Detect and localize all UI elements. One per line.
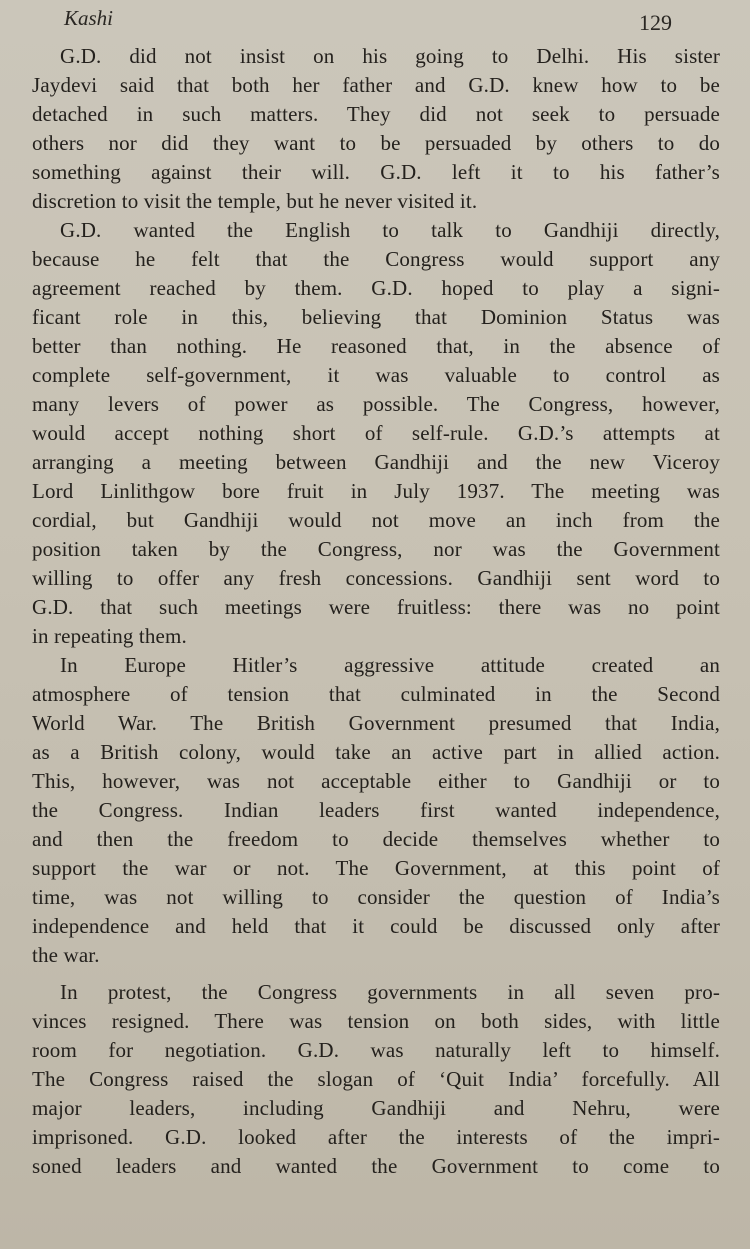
- text-line: major leaders, including Gandhiji and Nehru, were: [32, 1096, 720, 1120]
- text-line: would accept nothing short of self-rule. G.D.’s attempts at: [32, 421, 720, 445]
- text-line: Jaydevi said that both her father and G.D. knew how to be: [32, 73, 720, 97]
- text-line: discretion to visit the temple, but he never visited it.: [32, 189, 478, 213]
- paragraph-4: [32, 978, 720, 1181]
- paragraph-1: [32, 42, 720, 216]
- text-line: soned leaders and wanted the Government to come to: [32, 1154, 720, 1178]
- running-title: Kashi: [64, 6, 114, 30]
- body-text: [32, 42, 720, 1181]
- text-line: G.D. wanted the English to talk to Gandhiji directly,: [60, 218, 720, 242]
- text-line: many levers of power as possible. The Congress, however,: [32, 392, 720, 416]
- text-line: vinces resigned. There was tension on both sides, with little: [32, 1009, 720, 1033]
- text-line: time, was not willing to consider the question of India’s: [32, 885, 720, 909]
- text-line: position taken by the Congress, nor was the Government: [32, 537, 720, 561]
- text-line: atmosphere of tension that culminated in the Second: [32, 682, 720, 706]
- text-line: support the war or not. The Government, at this point of: [32, 856, 720, 880]
- text-line: complete self-government, it was valuable to control as: [32, 363, 720, 387]
- text-line: In protest, the Congress governments in all seven pro-: [60, 980, 720, 1004]
- text-line: ficant role in this, believing that Dominion Status was: [32, 305, 720, 329]
- paragraph-2: [32, 216, 720, 651]
- text-line: the war.: [32, 943, 100, 967]
- text-line: The Congress raised the slogan of ‘Quit India’ forcefully. All: [32, 1067, 720, 1091]
- text-line: agreement reached by them. G.D. hoped to play a signi-: [32, 276, 720, 300]
- text-line: something against their will. G.D. left it to his father’s: [32, 160, 720, 184]
- text-line: better than nothing. He reasoned that, in the absence of: [32, 334, 720, 358]
- text-line: Lord Linlithgow bore fruit in July 1937. The meeting was: [32, 479, 720, 503]
- text-line: as a British colony, would take an active part in allied action.: [32, 740, 720, 764]
- text-line: room for negotiation. G.D. was naturally left to himself.: [32, 1038, 720, 1062]
- text-line: This, however, was not acceptable either to Gandhiji or to: [32, 769, 720, 793]
- text-line: World War. The British Government presumed that India,: [32, 711, 720, 735]
- text-line: imprisoned. G.D. looked after the interests of the impri-: [32, 1125, 720, 1149]
- text-line: In Europe Hitler’s aggressive attitude created an: [60, 653, 720, 677]
- text-line: and then the freedom to decide themselves whether to: [32, 827, 720, 851]
- text-line: independence and held that it could be discussed only after: [32, 914, 720, 938]
- text-line: because he felt that the Congress would support any: [32, 247, 720, 271]
- text-line: the Congress. Indian leaders first wanted independence,: [32, 798, 720, 822]
- text-line: cordial, but Gandhiji would not move an inch from the: [32, 508, 720, 532]
- text-line: arranging a meeting between Gandhiji and the new Viceroy: [32, 450, 720, 474]
- paragraph-3: [32, 651, 720, 970]
- page-number: 129: [639, 10, 672, 35]
- text-line: G.D. that such meetings were fruitless: there was no point: [32, 595, 720, 619]
- text-line: detached in such matters. They did not seek to persuade: [32, 102, 720, 126]
- text-line: others nor did they want to be persuaded by others to do: [32, 131, 720, 155]
- text-line: in repeating them.: [32, 624, 187, 648]
- text-line: willing to offer any fresh concessions. Gandhiji sent word to: [32, 566, 720, 590]
- text-line: G.D. did not insist on his going to Delhi. His sister: [60, 44, 720, 68]
- running-header: [32, 0, 720, 42]
- paragraph-gap: [32, 970, 720, 978]
